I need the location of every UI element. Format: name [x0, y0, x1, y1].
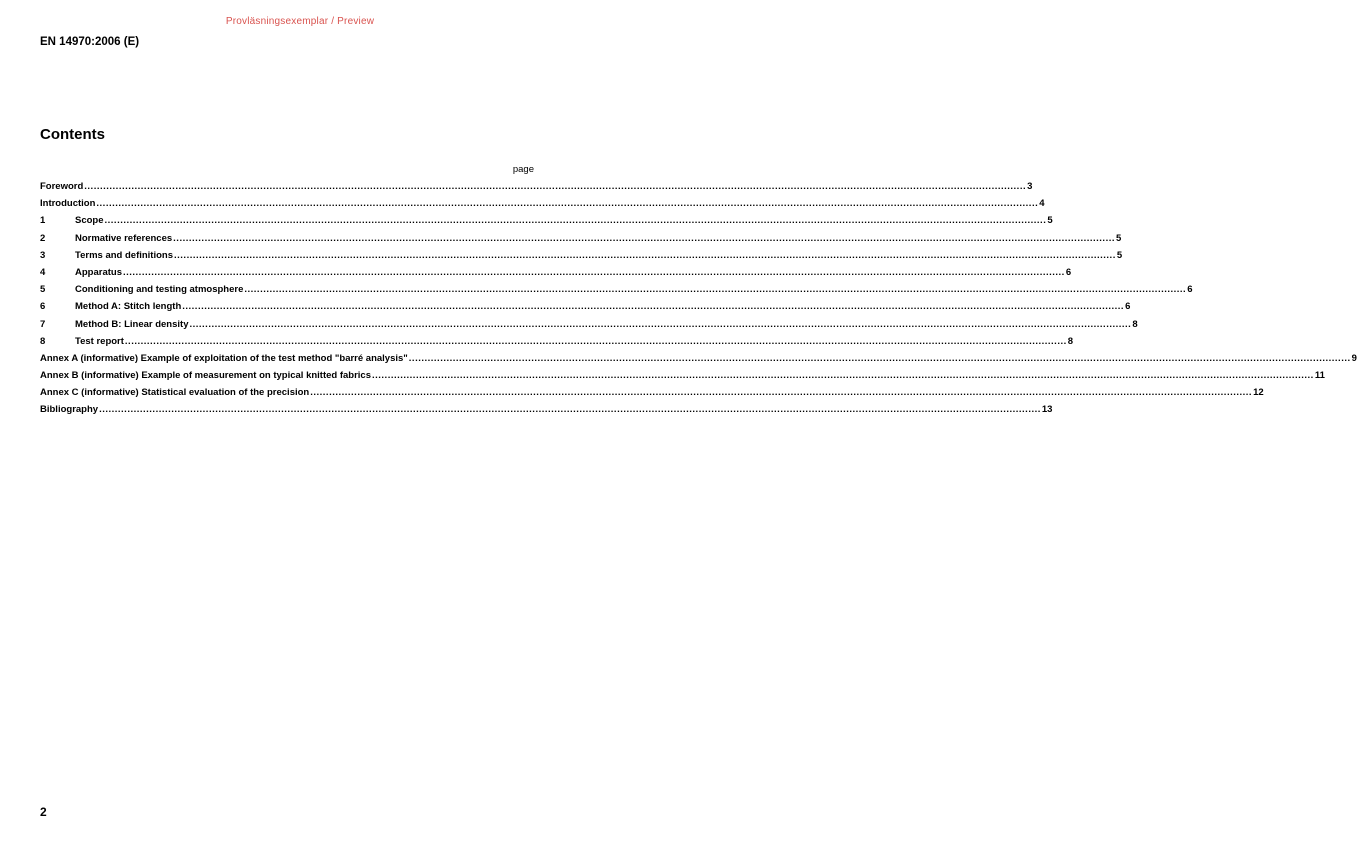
toc-entry-title: Annex B (informative) Example of measurement on typical knitted fabrics: [40, 370, 371, 382]
toc-entry-title: Method B: Linear density: [75, 318, 189, 330]
toc-entry-introduction[interactable]: [40, 198, 1045, 215]
toc-entry-page: 4: [1039, 198, 1045, 210]
toc-leader-dots: ............................................................................................................................................................................................................................................................................................................: [96, 198, 1039, 210]
toc-entry-title: Introduction: [40, 198, 96, 210]
toc-entry-annex-a[interactable]: [40, 352, 1357, 370]
toc-entry-normative-references[interactable]: [40, 232, 1122, 250]
toc-entry-number: 1: [40, 215, 46, 227]
page-number: 2: [40, 805, 47, 819]
toc-entry-title: Scope: [75, 215, 104, 227]
toc-leader-dots: ............................................................................................................................................................................................................................................................................................................: [173, 232, 1115, 244]
toc-leader-dots: ............................................................................................................................................................................................................................................................................................................: [310, 387, 1253, 399]
toc-leader-dots: ............................................................................................................................................................................................................................................................................................................: [122, 266, 1065, 278]
toc-entry-page: 5: [1116, 249, 1123, 261]
toc-entry-page: 6: [1125, 301, 1131, 313]
toc-leader-dots: ............................................................................................................................................................................................................................................................................................................: [124, 335, 1067, 347]
toc-entry-title: Annex C (informative) Statistical evaluation of the precision: [40, 387, 310, 399]
toc-entry-number: 3: [40, 249, 46, 261]
toc-entry-bibliography[interactable]: [40, 404, 1053, 421]
toc-entry-title: Annex A (informative) Example of exploitation of the test method "barré analysis": [40, 352, 408, 364]
toc-entry-terms-and-definitions[interactable]: [40, 249, 1123, 267]
toc-entry-annex-b[interactable]: [40, 370, 1325, 387]
toc-entry-foreword[interactable]: [40, 181, 1033, 198]
toc-leader-dots: ............................................................................................................................................................................................................................................................................................................: [104, 215, 1047, 227]
toc-entry-test-report[interactable]: [40, 335, 1074, 353]
toc-entry-title: Test report: [75, 335, 124, 347]
toc-entry-page: 8: [1067, 335, 1074, 347]
toc-entry-title: Terms and definitions: [75, 249, 174, 261]
toc-entry-title: Method A: Stitch length: [75, 301, 182, 313]
toc-entry-method-b[interactable]: [40, 318, 1138, 336]
toc-entry-number: 8: [40, 335, 46, 347]
toc-leader-dots: ............................................................................................................................................................................................................................................................................................................: [372, 370, 1314, 382]
contents-heading: Contents: [40, 126, 105, 143]
toc-entry-page: 13: [1041, 404, 1053, 416]
toc-entry-page: 3: [1027, 181, 1033, 192]
toc-entry-title: Conditioning and testing atmosphere: [75, 284, 244, 296]
toc-leader-dots: ............................................................................................................................................................................................................................................................................................................: [99, 404, 1041, 416]
toc-leader-dots: ............................................................................................................................................................................................................................................................................................................: [244, 284, 1187, 296]
toc-leader-dots: ............................................................................................................................................................................................................................................................................................................: [189, 318, 1132, 330]
toc-entry-page: 11: [1314, 370, 1325, 382]
preview-banner: Provläsningsexemplar / Preview: [225, 16, 375, 27]
table-of-contents: [40, 181, 1357, 422]
toc-entry-title: Normative references: [75, 232, 173, 244]
toc-entry-apparatus[interactable]: [40, 266, 1072, 284]
toc-entry-title: Bibliography: [40, 404, 99, 416]
toc-leader-dots: ............................................................................................................................................................................................................................................................................................................: [174, 249, 1116, 261]
toc-entry-page: 8: [1132, 318, 1138, 330]
toc-entry-number: 6: [40, 301, 46, 313]
toc-entry-page: 6: [1187, 284, 1193, 296]
toc-entry-page: 9: [1351, 352, 1357, 364]
toc-entry-number: 5: [40, 284, 46, 296]
toc-entry-number: 2: [40, 232, 46, 244]
toc-leader-dots: ............................................................................................................................................................................................................................................................................................................: [84, 181, 1027, 192]
toc-entry-page: 12: [1253, 387, 1264, 399]
toc-entry-number: 4: [40, 266, 46, 278]
toc-entry-page: 5: [1116, 232, 1122, 244]
page-column-label: page: [512, 164, 534, 175]
toc-entry-annex-c[interactable]: [40, 387, 1264, 404]
toc-entry-page: 6: [1065, 266, 1072, 278]
document-id: EN 14970:2006 (E): [40, 36, 140, 48]
toc-leader-dots: ............................................................................................................................................................................................................................................................................................................: [182, 301, 1125, 313]
toc-entry-conditioning[interactable]: [40, 284, 1193, 301]
toc-entry-title: Apparatus: [75, 266, 122, 278]
toc-entry-scope[interactable]: [40, 215, 1053, 232]
toc-entry-title: Foreword: [40, 181, 84, 192]
toc-entry-number: 7: [40, 318, 46, 330]
toc-entry-method-a[interactable]: [40, 301, 1131, 318]
toc-leader-dots: ............................................................................................................................................................................................................................................................................................................: [408, 352, 1351, 364]
toc-entry-page: 5: [1047, 215, 1053, 227]
